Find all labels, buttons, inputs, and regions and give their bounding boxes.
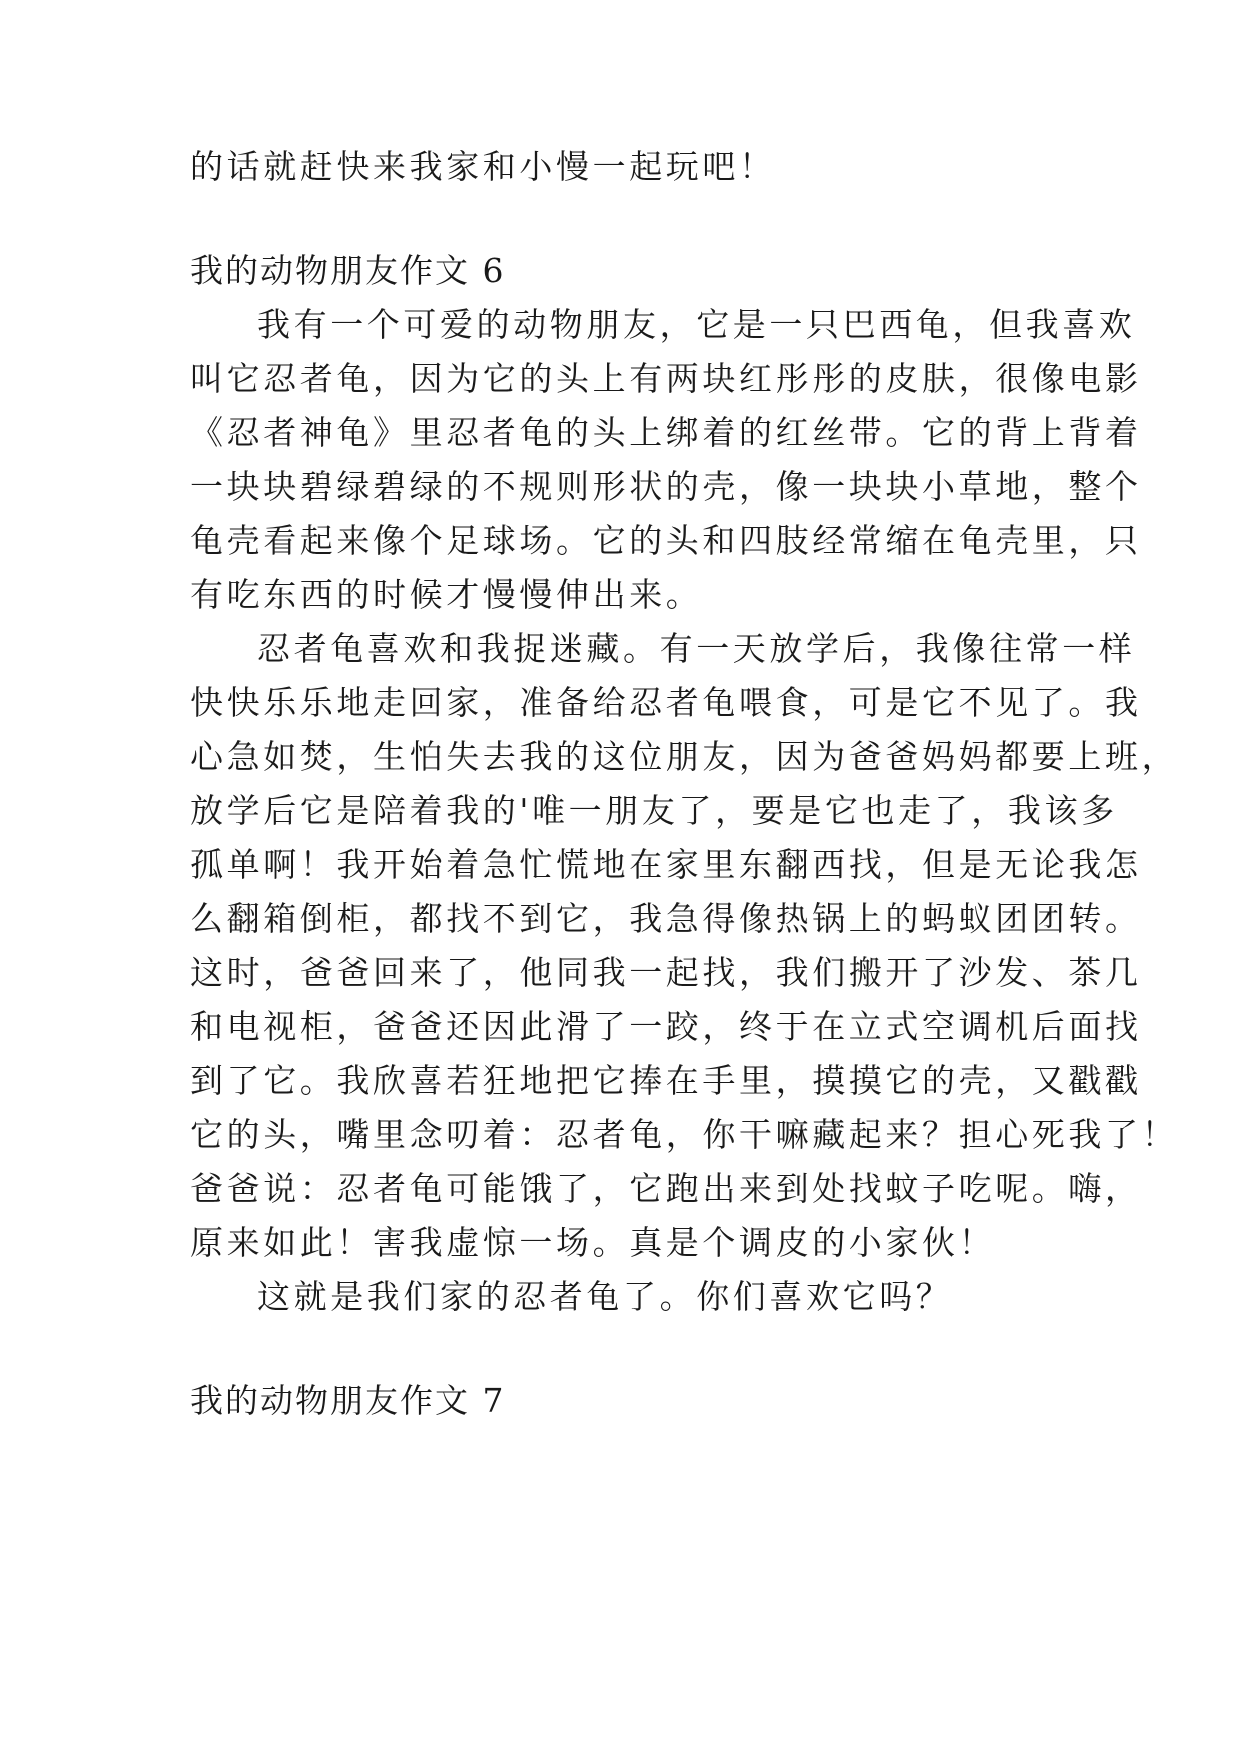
paragraph-line: 快快乐乐地走回家，准备给忍者龟喂食，可是它不见了。我 bbox=[190, 683, 1142, 722]
paragraph-line: 这就是我们家的忍者龟了。你们喜欢它吗？ bbox=[257, 1277, 953, 1316]
section-heading-7: 我的动物朋友作文 7 bbox=[190, 1381, 506, 1420]
paragraph-line: 有吃东西的时候才慢慢伸出来。 bbox=[190, 575, 703, 614]
paragraph-line: 它的头，嘴里念叨着：忍者龟，你干嘛藏起来？担心死我了！ bbox=[190, 1115, 1179, 1154]
paragraph-line: 一块块碧绿碧绿的不规则形状的壳，像一块块小草地，整个 bbox=[190, 467, 1142, 506]
paragraph-line: 叫它忍者龟，因为它的头上有两块红彤彤的皮肤，很像电影 bbox=[190, 359, 1142, 398]
continuation-line: 的话就赶快来我家和小慢一起玩吧！ bbox=[190, 147, 776, 186]
paragraph-line: 和电视柜，爸爸还因此滑了一跤，终于在立式空调机后面找 bbox=[190, 1007, 1142, 1046]
paragraph-line: 龟壳看起来像个足球场。它的头和四肢经常缩在龟壳里，只 bbox=[190, 521, 1142, 560]
paragraph-line: 爸爸说：忍者龟可能饿了，它跑出来到处找蚊子吃呢。嗨， bbox=[190, 1169, 1142, 1208]
paragraph-line: 《忍者神龟》里忍者龟的头上绑着的红丝带。它的背上背着 bbox=[190, 413, 1142, 452]
section-heading-6: 我的动物朋友作文 6 bbox=[190, 251, 506, 290]
paragraph-line: 忍者龟喜欢和我捉迷藏。有一天放学后，我像往常一样 bbox=[257, 629, 1136, 668]
paragraph-line: 我有一个可爱的动物朋友，它是一只巴西龟，但我喜欢 bbox=[257, 305, 1136, 344]
paragraph-line: 孤单啊！我开始着急忙慌地在家里东翻西找，但是无论我怎 bbox=[190, 845, 1142, 884]
paragraph-line: 心急如焚，生怕失去我的这位朋友，因为爸爸妈妈都要上班， bbox=[190, 737, 1179, 776]
paragraph-line: 放学后它是陪着我的'唯一朋友了，要是它也走了，我该多 bbox=[190, 791, 1118, 830]
paragraph-line: 这时，爸爸回来了，他同我一起找，我们搬开了沙发、茶几 bbox=[190, 953, 1142, 992]
paragraph-line: 原来如此！害我虚惊一场。真是个调皮的小家伙！ bbox=[190, 1223, 996, 1262]
paragraph-line: 到了它。我欣喜若狂地把它捧在手里，摸摸它的壳，又戳戳 bbox=[190, 1061, 1142, 1100]
paragraph-line: 么翻箱倒柜，都找不到它，我急得像热锅上的蚂蚁团团转。 bbox=[190, 899, 1142, 938]
